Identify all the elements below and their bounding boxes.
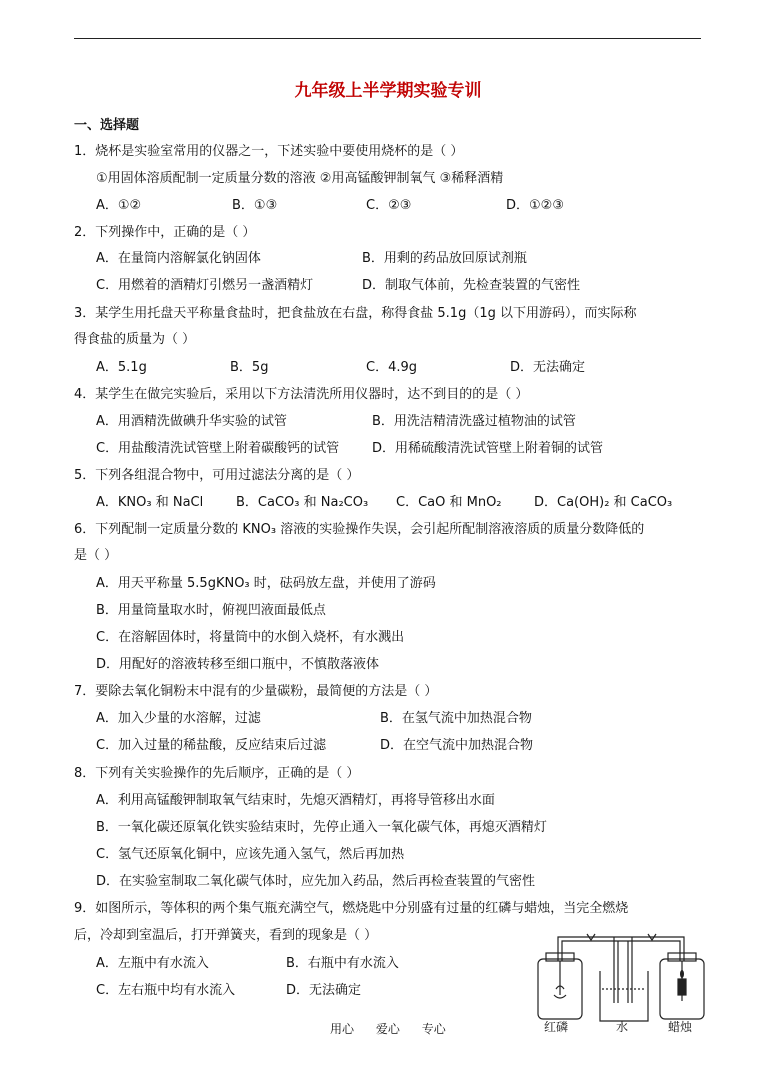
question-6-option-a: A．用天平称量 5.5gKNO₃ 时，砝码放左盘，并使用了游码 (96, 576, 436, 591)
label-water: 水 (616, 1020, 629, 1034)
question-3-option-c: C．4.9g (366, 360, 418, 375)
question-8-option-b: B．一氧化碳还原氧化铁实验结束时，先停止通入一氧化碳气体，再熄灭酒精灯 (96, 820, 547, 835)
question-6-option-d: D．用配好的溶液转移至细口瓶中，不慎散落液体 (96, 657, 380, 672)
question-3-option-b: B．5g (230, 360, 269, 375)
question-8-option-a: A．利用高锰酸钾制取氧气结束时，先熄灭酒精灯，再将导管移出水面 (96, 793, 495, 808)
question-6-stem-line-1: 6．下列配制一定质量分数的 KNO₃ 溶液的实验操作失误，会引起所配制溶液溶质的质量分数降低的 (74, 522, 645, 537)
section-heading: 一、选择题 (74, 118, 140, 133)
question-8-option-c: C．氢气还原氧化铜中，应该先通入氢气，然后再加热 (96, 847, 405, 862)
question-4-option-a: A．用酒精洗做碘升华实验的试管 (96, 414, 287, 429)
question-3-stem-line-2: 得食盐的质量为（ ） (74, 332, 196, 347)
question-5-option-c: C．CaO 和 MnO₂ (396, 495, 502, 510)
question-3-stem-line-1: 3．某学生用托盘天平称量食盐时，把食盐放在右盘，称得食盐 5.1g（1g 以下用游码），而实际称 (74, 306, 637, 321)
question-3-option-d: D．无法确定 (510, 360, 586, 375)
label-candle: 蜡烛 (668, 1020, 693, 1034)
question-6-stem-line-2: 是（ ） (74, 548, 118, 563)
question-9-option-a: A．左瓶中有水流入 (96, 956, 209, 971)
footer-text-3: 专心 (421, 1022, 446, 1036)
header-rule (74, 38, 701, 39)
question-9-stem-line-1: 9．如图所示，等体积的两个集气瓶充满空气，燃烧匙中分别盛有过量的红磷与蜡烛，当完全燃烧 (74, 901, 629, 916)
question-1-option-a: A．①② (96, 198, 142, 213)
question-9-stem-line-2: 后，冷却到室温后，打开弹簧夹，看到的现象是（ ） (74, 928, 378, 943)
question-2-option-a: A．在量筒内溶解氯化钠固体 (96, 251, 261, 266)
question-6-option-c: C．在溶解固体时，将量筒中的水倒入烧杯，有水溅出 (96, 630, 405, 645)
question-1-option-d: D．①②③ (506, 198, 564, 213)
question-7-option-a: A．加入少量的水溶解，过滤 (96, 711, 261, 726)
question-1-option-c: C．②③ (366, 198, 412, 213)
question-5-option-b: B．CaCO₃ 和 Na₂CO₃ (236, 495, 369, 510)
page-footer (330, 1020, 464, 1037)
question-9-option-d: D．无法确定 (286, 983, 362, 998)
question-9-option-c: C．左右瓶中均有水流入 (96, 983, 236, 998)
footer-text-1: 用心 (330, 1022, 355, 1036)
question-4-option-b: B．用洗洁精清洗盛过植物油的试管 (372, 414, 576, 429)
question-7-stem: 7．要除去氧化铜粉末中混有的少量碳粉，最简便的方法是（ ） (74, 684, 438, 699)
question-5-stem: 5．下列各组混合物中，可用过滤法分离的是（ ） (74, 468, 360, 483)
question-8-stem: 8．下列有关实验操作的先后顺序，正确的是（ ） (74, 766, 360, 781)
question-4-option-d: D．用稀硫酸清洗试管壁上附着铜的试管 (372, 441, 604, 456)
question-7-option-c: C．加入过量的稀盐酸，反应结束后过滤 (96, 738, 327, 753)
question-2-option-c: C．用燃着的酒精灯引燃另一盏酒精灯 (96, 278, 314, 293)
question-5-option-a: A．KNO₃ 和 NaCl (96, 495, 204, 510)
question-8-option-d: D．在实验室制取二氧化碳气体时，应先加入药品，然后再检查装置的气密性 (96, 874, 536, 889)
question-6-option-b: B．用量筒量取水时，俯视凹液面最低点 (96, 603, 326, 618)
question-4-option-c: C．用盐酸清洗试管壁上附着碳酸钙的试管 (96, 441, 340, 456)
question-9-option-b: B．右瓶中有水流入 (286, 956, 399, 971)
question-1-stem: 1．烧杯是实验室常用的仪器之一，下述实验中要使用烧杯的是（ ） (74, 144, 464, 159)
apparatus-diagram (532, 923, 712, 1035)
question-3-option-a: A．5.1g (96, 360, 147, 375)
question-4-stem: 4．某学生在做完实验后，采用以下方法清洗所用仪器时，达不到目的的是（ ） (74, 387, 529, 402)
question-1-option-b: B．①③ (232, 198, 278, 213)
question-2-option-d: D．制取气体前，先检查装置的气密性 (362, 278, 581, 293)
page-title: 九年级上半学期实验专训 (294, 81, 482, 101)
question-2-option-b: B．用剩的药品放回原试剂瓶 (362, 251, 527, 266)
water-beaker (600, 971, 648, 1021)
question-2-stem: 2．下列操作中，正确的是（ ） (74, 225, 256, 240)
label-red-phosphorus: 红磷 (544, 1020, 569, 1034)
red-phosphorus-spoon (554, 995, 566, 998)
question-5-option-d: D．Ca(OH)₂ 和 CaCO₃ (534, 495, 673, 510)
question-7-option-d: D．在空气流中加热混合物 (380, 738, 534, 753)
footer-text-2: 爱心 (375, 1022, 400, 1036)
question-7-option-b: B．在氢气流中加热混合物 (380, 711, 532, 726)
question-1-info: ①用固体溶质配制一定质量分数的溶液 ②用高锰酸钾制氧气 ③稀释酒精 (96, 171, 504, 186)
